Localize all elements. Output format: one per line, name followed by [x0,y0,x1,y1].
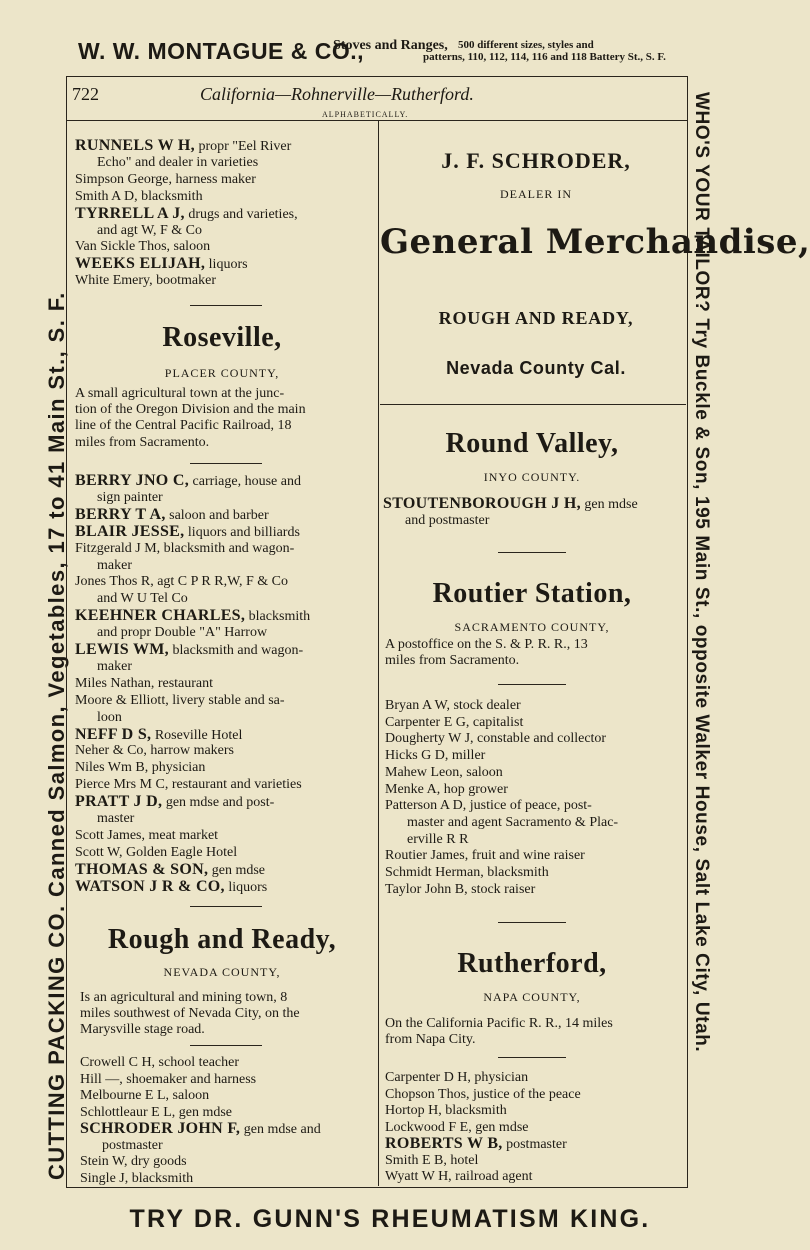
directory-entry [75,524,300,541]
advertisement-detail-line-2: patterns, 110, 112, 114, 116 and 118 Battery St., S. F. [423,51,666,63]
advertised-product: Stoves and Ranges, [333,38,448,53]
directory-entry [75,608,310,625]
directory-entry [75,862,265,879]
section-title-rough-and-ready: Rough and Ready, [107,924,337,955]
directory-entry [75,541,294,557]
entry-name: ROBERTS W B, [385,1135,503,1152]
county-label: NAPA COUNTY, [483,990,581,1004]
entry-text: Jones Thos R, agt C P R R,W, F & Co [75,574,289,590]
section-rule [498,1057,566,1058]
entry-text: Hill —, shoemaker and harness [80,1071,257,1087]
directory-entry [102,1138,163,1154]
directory-entry [75,777,302,793]
entry-detail: postmaster [502,1137,567,1152]
entry-text: postmaster [102,1137,163,1153]
description-line: Marysville stage road. [80,1022,205,1038]
directory-entry [385,1120,528,1136]
directory-entry [75,794,274,811]
entry-text: Stein W, dry goods [80,1154,187,1169]
entry-name: SCHRODER JOHN F, [80,1120,241,1137]
entry-text: Hortop H, blacksmith [385,1103,507,1118]
directory-entry [385,782,508,798]
entry-text: White Emery, bootmaker [75,273,216,289]
left-margin-advertisement: CUTTING PACKING CO. Canned Salmon, Vegetables, 17 to 41 Main St., S. F. [44,291,69,1180]
directory-entry [97,223,202,239]
entry-text: Bryan A W, stock dealer [385,698,521,713]
entry-text: Carpenter D H, physician [385,1070,529,1085]
section-title-roseville: Roseville, [162,322,282,353]
entry-text: Mahew Leon, saloon [385,764,503,780]
entry-text: Dougherty W J, constable and collector [385,731,607,747]
entry-detail: liquors and billiards [184,524,300,540]
description-line: miles from Sacramento. [385,653,520,669]
entry-text: Echo" and dealer in varieties [97,154,259,170]
section-rule [190,305,262,306]
directory-entry [407,832,468,848]
entry-text: maker [97,557,132,573]
running-head: California—Rohnerville—Rutherford. [200,84,474,104]
entry-text: Patterson A D, justice of peace, post- [385,798,592,814]
directory-entry [75,172,256,188]
page-number: 722 [72,84,99,104]
entry-text: Schlottleaur E L, gen mdse [80,1104,233,1120]
entry-detail: gen mdse [208,862,266,878]
section-rule [190,463,262,464]
entry-detail: liquors [224,879,268,895]
entry-text: Menke A, hop grower [385,781,508,797]
entry-detail: blacksmith and wagon- [168,643,304,658]
entry-name: TYRRELL A J, [75,204,185,222]
directory-entry [75,676,213,692]
entry-text: Chopson Thos, justice of the peace [385,1086,581,1102]
entry-name: LEWIS WM, [75,641,169,658]
section-title-rutherford: Rutherford, [457,948,607,979]
entry-detail: carriage, house and [189,474,301,489]
section-rule [498,684,566,685]
entry-name: WATSON J R & CO, [75,877,225,895]
top-advertisement [78,36,678,70]
directory-entry [97,659,132,675]
entry-detail: Roseville Hotel [151,727,243,743]
directory-entry [80,1121,321,1138]
directory-entry [383,496,638,513]
county-label: INYO COUNTY. [483,470,581,484]
entry-text: Carpenter E G, capitalist [385,714,524,730]
entry-detail: saloon and barber [165,507,269,523]
directory-entry [75,138,291,155]
description-line: miles southwest of Nevada City, on the [80,1006,300,1022]
entry-name: BLAIR JESSE, [75,522,185,540]
entry-text: Fitzgerald J M, blacksmith and wagon- [75,540,295,556]
directory-entry [97,591,188,607]
entry-name: BERRY JNO C, [75,472,190,489]
county-label: SACRAMENTO COUNTY, [454,620,610,634]
entry-text: and agt W, F & Co [97,222,203,238]
right-margin-advertisement: WHO'S YOUR TAILOR? Try Buckle & Son, 195 Main St., opposite Walker House, Salt Lake City, Utah. [691,92,712,1053]
directory-entry [385,848,585,864]
entry-text: master [97,811,135,826]
directory-entry [385,1169,533,1185]
directory-entry [75,693,285,709]
directory-entry [75,507,269,524]
directory-entry [385,698,521,714]
entry-text: and postmaster [405,512,490,528]
directory-entry [385,731,606,747]
directory-entry [385,1103,507,1119]
description-line: from Napa City. [385,1032,476,1048]
description-line: A postoffice on the S. & P. R. R., 13 [385,637,588,652]
directory-entry [385,765,503,781]
entry-text: and propr Double "A" Harrow [97,625,268,641]
description-line: tion of the Oregon Division and the main [75,402,306,418]
entry-text: Lockwood F E, gen mdse [385,1119,529,1135]
directory-entry [97,625,267,641]
ad-county: Nevada County Cal. [446,358,626,378]
entry-text: sign painter [97,489,163,505]
entry-text: Single J, blacksmith [80,1170,194,1186]
advertisement-detail-line-1: 500 different sizes, styles and [458,39,594,51]
section-title-routier-station: Routier Station, [432,578,632,609]
section-rule [190,906,262,907]
directory-entry [75,574,288,590]
directory-entry [75,743,234,759]
ad-dealer-label: DEALER IN [500,187,572,201]
entry-text: Smith A D, blacksmith [75,188,203,204]
directory-entry [80,1154,187,1170]
directory-entry [385,882,535,898]
section-title-round-valley: Round Valley, [445,428,619,459]
entry-name: THOMAS & SON, [75,860,209,878]
ad-merchant-name: J. F. SCHRODER, [441,148,631,173]
directory-entry [405,513,489,529]
directory-entry [97,811,134,827]
description-line: miles from Sacramento. [75,434,210,450]
directory-entry [75,760,205,776]
directory-entry [75,845,237,861]
entry-text: Scott James, meat market [75,827,219,843]
directory-entry [385,1087,581,1103]
ad-goods-heading: General Merchandise, [380,222,810,262]
bottom-advertisement: TRY DR. GUNN'S RHEUMATISM KING. [129,1205,651,1233]
entry-text: Niles Wm B, physician [75,760,206,776]
entry-text: and W U Tel Co [97,591,188,607]
entry-detail: gen mdse and [240,1122,321,1137]
section-rule [190,1045,262,1046]
alphabetically-label: ALPHABETICALLY. [322,110,409,119]
entry-detail: propr "Eel River [194,139,292,154]
directory-entry [385,798,592,814]
directory-entry [75,206,298,223]
entry-name: BERRY T A, [75,505,166,523]
entry-name: STOUTENBOROUGH J H, [383,495,581,512]
entry-text: loon [97,709,122,725]
section-rule [498,922,566,923]
entry-text: Crowell C H, school teacher [80,1055,240,1070]
entry-text: maker [97,658,132,674]
entry-detail: drugs and varieties, [184,206,298,222]
entry-text: erville R R [407,831,469,847]
entry-text: Smith E B, hotel [385,1152,479,1168]
entry-name: RUNNELS W H, [75,137,195,154]
entry-text: Schmidt Herman, blacksmith [385,865,549,880]
entry-text: Miles Nathan, restaurant [75,675,214,691]
entry-name: PRATT J D, [75,793,163,811]
column-divider [378,120,379,1186]
directory-entry [385,748,485,764]
directory-entry [80,1088,209,1104]
entry-text: Simpson George, harness maker [75,171,256,187]
county-label: PLACER COUNTY, [164,366,280,380]
entry-text: Neher & Co, harrow makers [75,743,235,759]
entry-text: Taylor John B, stock raiser [385,881,536,897]
entry-name: KEEHNER CHARLES, [75,607,246,625]
directory-entry [75,727,242,744]
entry-text: Pierce Mrs M C, restaurant and varieties [75,777,302,793]
advertiser-name: W. W. MONTAGUE & CO., [78,38,365,64]
directory-entry [385,1136,567,1153]
entry-text: Hicks G D, miller [385,748,486,764]
directory-entry [75,189,203,205]
directory-entry [75,879,267,896]
directory-entry [75,642,303,659]
directory-entry [385,1153,478,1169]
directory-entry [75,273,216,289]
entry-text: Melbourne E L, saloon [80,1088,210,1103]
directory-entry [97,490,163,506]
directory-entry [97,710,122,726]
entry-name: NEFF D S, [75,725,152,743]
entry-text: master and agent Sacramento & Plac- [407,814,619,830]
directory-entry [385,1070,528,1086]
description-line: line of the Central Pacific Railroad, 18 [75,418,292,434]
entry-text: Routier James, fruit and wine raiser [385,848,585,864]
section-rule [498,552,566,553]
directory-entry [80,1105,232,1121]
directory-entry [385,865,549,881]
entry-detail: blacksmith [245,609,311,625]
directory-entry [80,1055,239,1071]
directory-entry [385,715,523,731]
directory-entry [97,558,132,574]
directory-entry [80,1072,256,1088]
entry-detail: gen mdse and post- [162,795,275,811]
entry-detail: liquors [205,257,248,273]
directory-entry [80,1171,193,1187]
entry-text: Wyatt W H, railroad agent [385,1169,533,1184]
header-divider [66,120,687,121]
entry-text: Scott W, Golden Eagle Hotel [75,844,238,860]
directory-entry [97,155,258,171]
county-label: NEVADA COUNTY, [163,965,281,979]
directory-entry [75,473,301,490]
description-line: On the California Pacific R. R., 14 miles [385,1016,613,1031]
entry-detail: gen mdse [580,497,638,512]
directory-entry [75,256,248,273]
directory-entry [407,815,618,831]
ad-town: ROUGH AND READY, [438,308,634,328]
ad-divider [380,404,686,405]
entry-text: Van Sickle Thos, saloon [75,239,211,255]
description-line: Is an agricultural and mining town, 8 [80,990,288,1005]
entry-name: WEEKS ELIJAH, [75,255,206,273]
directory-entry [75,239,210,255]
entry-text: Moore & Elliott, livery stable and sa- [75,692,285,708]
description-line: A small agricultural town at the junc- [75,386,285,401]
directory-entry [75,828,218,844]
